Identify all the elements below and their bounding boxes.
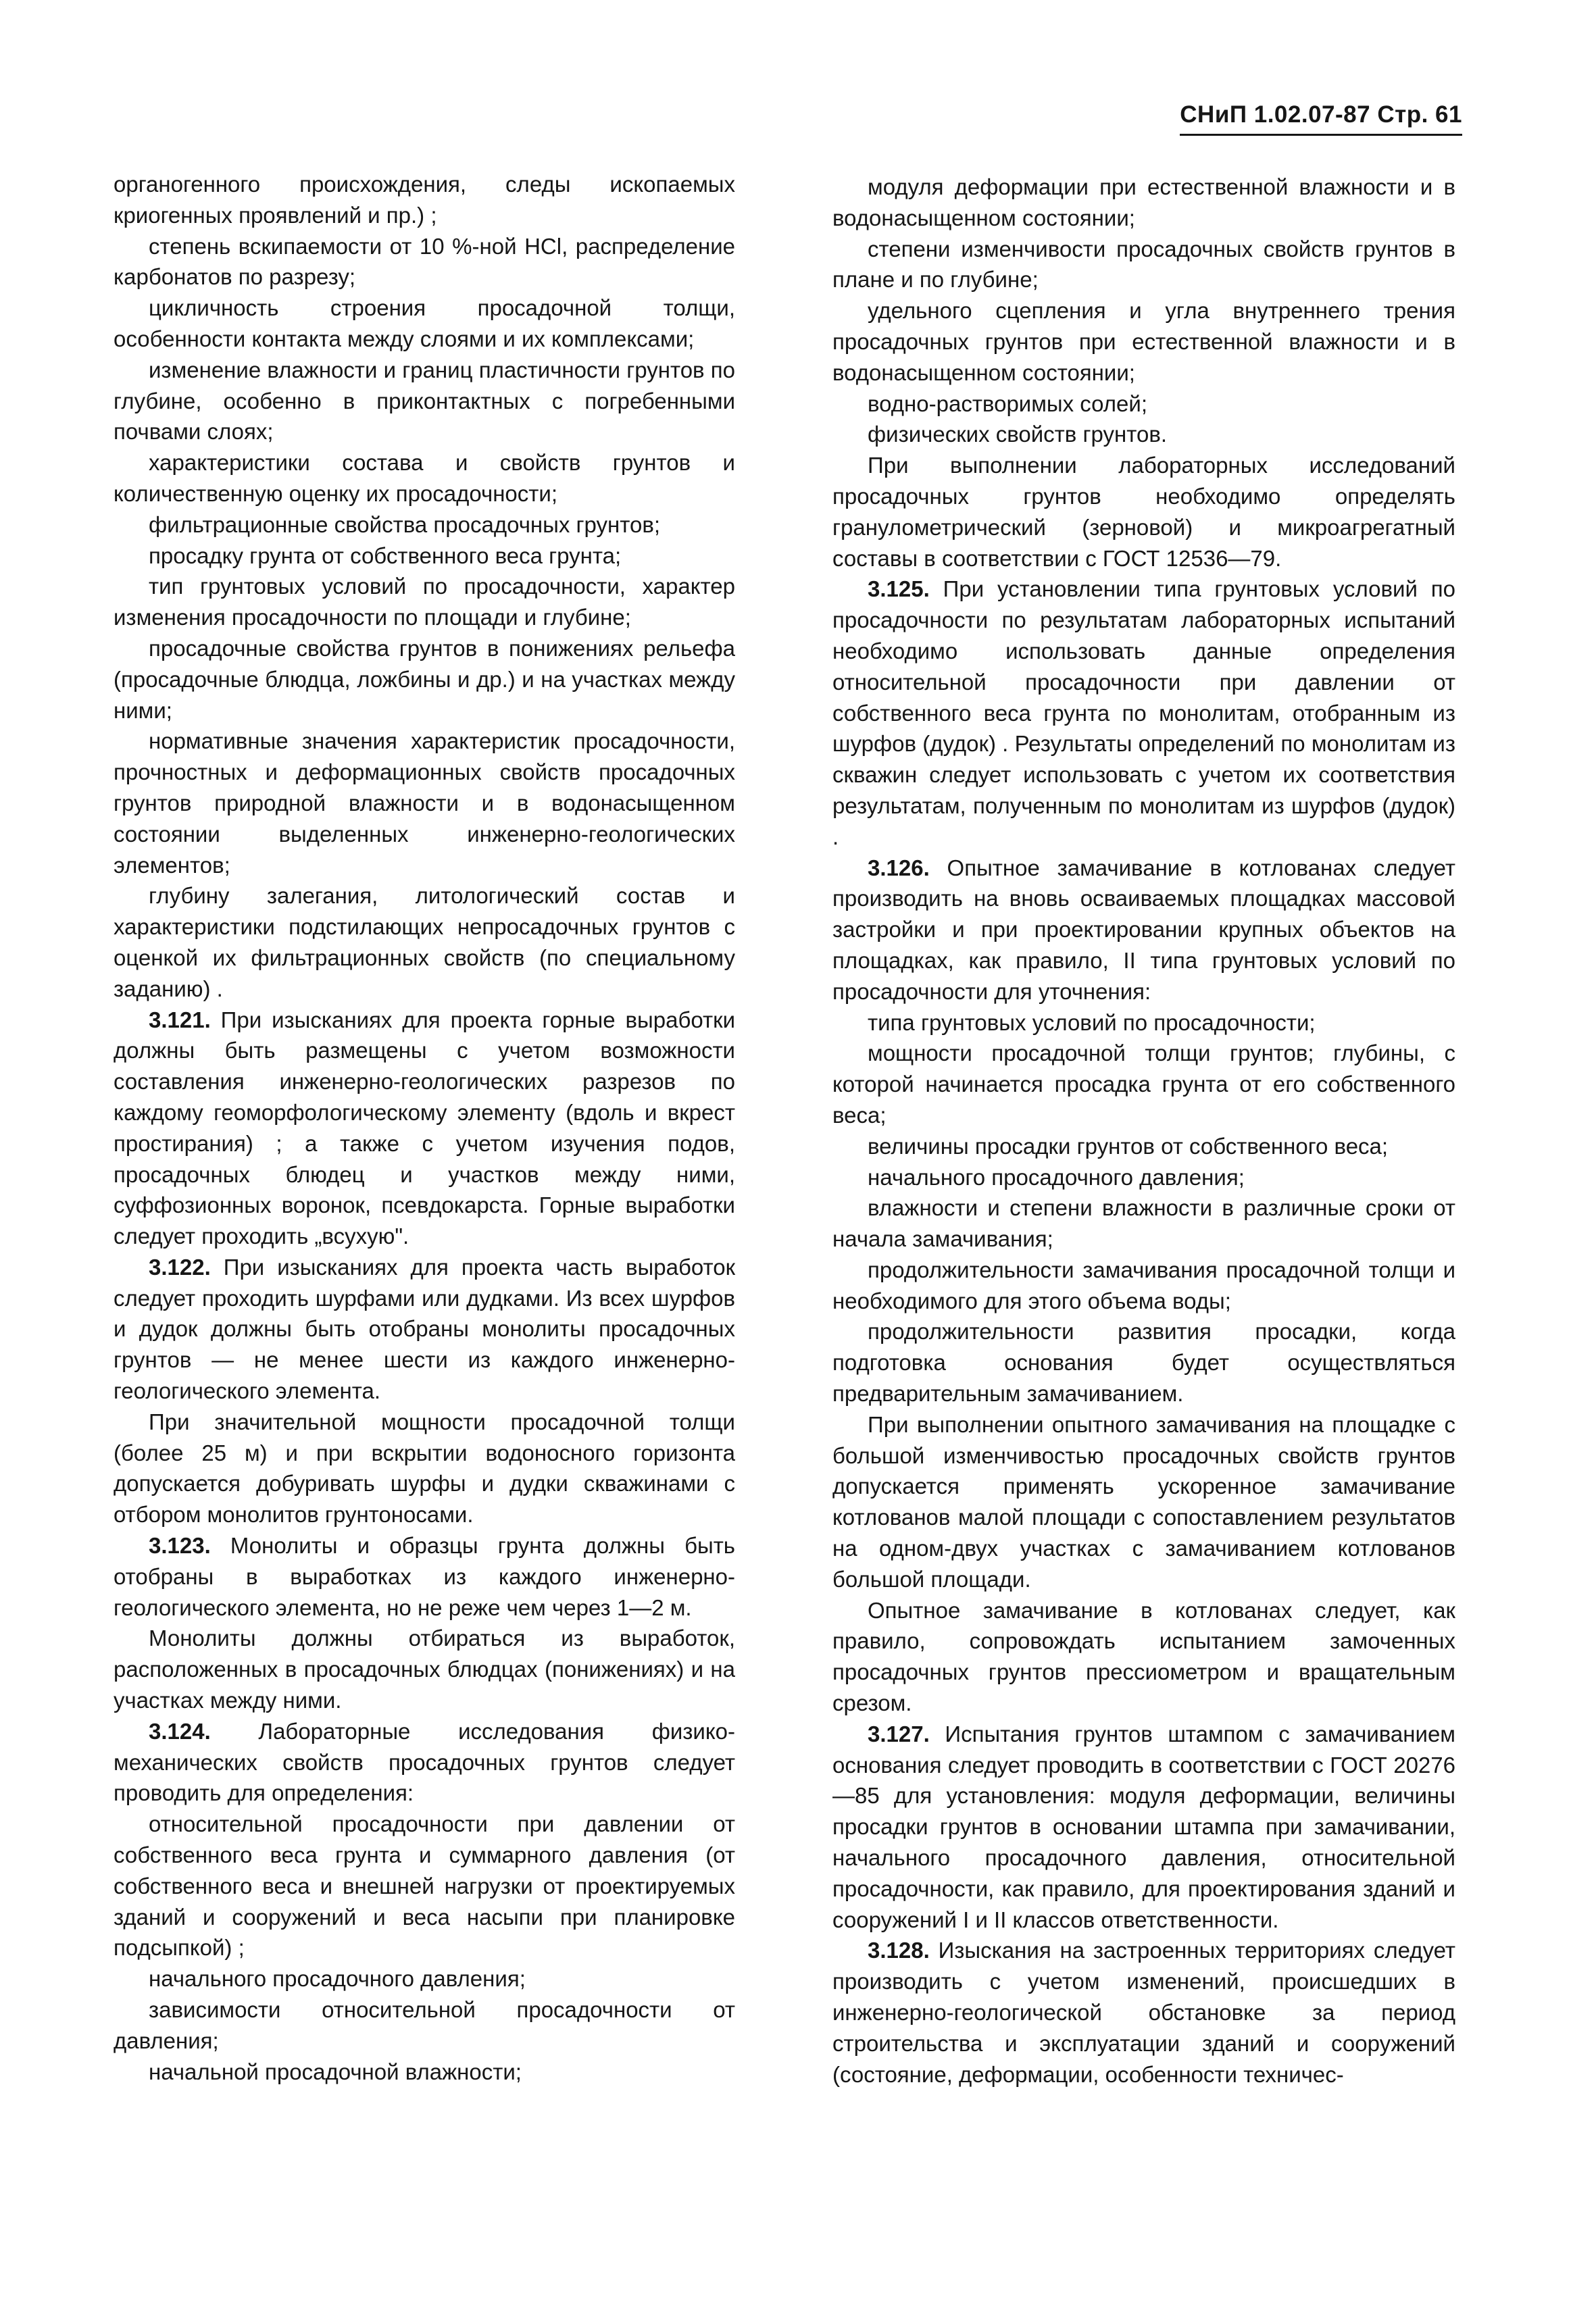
paragraph <box>832 450 1455 574</box>
paragraph <box>114 293 735 355</box>
clause-number: 3.128. <box>868 1938 930 1963</box>
paragraph-text: влажности и степени влажности в различные сроки от начала замачивания; <box>832 1195 1455 1252</box>
paragraph-text: начального просадочного давления; <box>868 1164 1245 1190</box>
paragraph-text: При выполнении лабораторных исследований просадочных грунтов необходимо определять гранулометрический (зерновой) и микроагрегатный составы в соответствии с ГОСТ 12536—79. <box>832 453 1455 571</box>
paragraph <box>832 1255 1455 1317</box>
paragraph-text: При изысканиях для проекта горные выработки должны быть размещены с учетом возможности составления инженерно-геологических разрезов по каждому геоморфологическому элементу (вдоль и вкрест простирания) ; а также с учетом изучения подов, просадочных блюдец и участков между ними, суффозионных воронок, псевдокарста. Горные выработки следует проходить „всухую". <box>114 1007 735 1249</box>
paragraph <box>114 726 735 880</box>
paragraph-text: тип грунтовых условий по просадочности, характер изменения просадочности по площади и глубине; <box>114 574 735 630</box>
paragraph-text: Монолиты должны отбираться из выработок, расположенных в просадочных блюдцах (понижениях) и на участках между ними. <box>114 1626 735 1713</box>
paragraph <box>114 540 735 572</box>
paragraph <box>832 1409 1455 1595</box>
paragraph <box>114 880 735 1004</box>
paragraph <box>832 1595 1455 1719</box>
paragraph <box>832 1162 1455 1193</box>
clause-number: 3.126. <box>868 855 930 880</box>
paragraph-text: зависимости относительной просадочности от давления; <box>114 1997 735 2053</box>
paragraph-text: типа грунтовых условий по просадочности; <box>868 1009 1316 1035</box>
paragraph <box>114 355 735 447</box>
paragraph-text: модуля деформации при естественной влажности и в водонасыщенном состоянии; <box>832 174 1455 230</box>
paragraph-text: глубину залегания, литологический состав и характеристики подстилающих непросадочных грунтов с оценкой их фильтрационных свойств (по специальному заданию) . <box>114 883 735 1001</box>
paragraph-text: относительной просадочности при давлении от собственного веса грунта и суммарного давления (от собственного веса и внешней нагрузки от проектируемых зданий и сооружений и веса насыпи при планировке подсыпкой) ; <box>114 1811 735 1961</box>
paragraph <box>832 172 1455 234</box>
paragraph-text: При установлении типа грунтовых условий по просадочности по результатам лабораторных испытаний необходимо использовать данные определения относительной просадочности при давлении от собственного веса грунта по монолитам, отобранным из шурфов (дудок) . Результаты определений по монолитам из скважин следует использовать с учетом их соответствия результатам, полученным по монолитам из шурфов (дудок) . <box>832 576 1456 849</box>
paragraph <box>114 1963 735 1994</box>
clause-number: 3.125. <box>868 576 930 602</box>
clause-paragraph <box>832 853 1455 1007</box>
paragraph-text: Опытное замачивание в котлованах следует производить на вновь осваиваемых площадках массовой застройки и при проектировании крупных объектов на площадках, как правило, II типа грунтовых условий по просадочности для уточнения: <box>832 855 1456 1004</box>
paragraph-text: начальной просадочной влажности; <box>149 2059 522 2084</box>
paragraph-text: степень вскипаемости от 10 %-ной HCl, распределение карбонатов по разрезу; <box>114 233 735 290</box>
paragraph-text: продолжительности замачивания просадочной толщи и необходимого для этого объема воды; <box>832 1257 1455 1313</box>
clause-paragraph <box>114 1716 735 1809</box>
paragraph <box>114 571 735 633</box>
paragraph-text: характеристики состава и свойств грунтов и количественную оценку их просадочности; <box>114 450 735 506</box>
paragraph-text: удельного сцепления и угла внутреннего трения просадочных грунтов при естественной влажности и в водонасыщенном состоянии; <box>832 298 1455 385</box>
paragraph-text: фильтрационные свойства просадочных грунтов; <box>149 511 661 537</box>
paragraph <box>114 447 735 509</box>
paragraph-text: Испытания грунтов штампом с замачиванием основания следует проводить в соответствии с ГОСТ 20276—85 для установления: модуля деформации, величины просадки грунтов в основании штампа при замачивании, начального просадочного давления, относительной просадочности, как правило, для проектирования зданий и сооружений I и II классов ответственности. <box>832 1721 1455 1932</box>
paragraph <box>832 1038 1455 1130</box>
paragraph <box>114 231 735 293</box>
paragraph-text: продолжительности развития просадки, когда подготовка основания будет осуществляться предварительным замачиванием. <box>832 1319 1455 1407</box>
right-column <box>832 172 1455 2090</box>
page-header: СНиП 1.02.07-87 Стр. 61 <box>1180 100 1462 136</box>
paragraph-text: Изыскания на застроенных территориях следует производить с учетом изменений, происшедших в инженерно-геологической обстановке за период строительства и эксплуатации зданий и сооружений (состояние, деформации, особенности техничес- <box>832 1938 1455 2087</box>
paragraph-text: просадку грунта от собственного веса грунта; <box>149 543 622 568</box>
paragraph-text: степени изменчивости просадочных свойств грунтов в плане и по глубине; <box>832 236 1455 293</box>
paragraph-text: изменение влажности и границ пластичности грунтов по глубине, особенно в приконтактных с погребенными почвами слоях; <box>114 357 735 445</box>
clause-number: 3.127. <box>868 1721 930 1746</box>
clause-number: 3.123. <box>149 1533 211 1559</box>
paragraph <box>832 1192 1455 1255</box>
left-column <box>114 169 735 2087</box>
paragraph-text: физических свойств грунтов. <box>868 422 1168 447</box>
paragraph <box>114 1407 735 1530</box>
paragraph <box>832 419 1455 450</box>
paragraph <box>114 169 735 231</box>
paragraph-text: начального просадочного давления; <box>149 1966 526 1992</box>
paragraph-text: При значительной мощности просадочной толщи (более 25 м) и при вскрытии водоносного горизонта допускается добуривать шурфы и дудки скважинами с отбором монолитов грунтоносами. <box>114 1409 735 1528</box>
paragraph <box>832 388 1455 420</box>
clause-number: 3.122. <box>149 1254 211 1280</box>
paragraph-text: Лабораторные исследования физико-механических свойств просадочных грунтов следует проводить для определения: <box>114 1718 736 1806</box>
paragraph-text: цикличность строения просадочной толщи, особенности контакта между слоями и их комплексами; <box>114 295 735 351</box>
clause-number: 3.124. <box>149 1718 211 1744</box>
paragraph-text: нормативные значения характеристик просадочности, прочностных и деформационных свойств просадочных грунтов природной влажности и в водонасыщенном состоянии выделенных инженерно-геологических элементов; <box>114 728 735 878</box>
clause-paragraph <box>832 574 1455 852</box>
paragraph-text: мощности просадочной толщи грунтов; глубины, с которой начинается просадка грунта от его собственного веса; <box>832 1040 1455 1128</box>
paragraph <box>114 1994 735 2057</box>
paragraph-text: просадочные свойства грунтов в понижениях рельефа (просадочные блюдца, ложбины и др.) и на участках между ними; <box>114 635 735 723</box>
paragraph <box>832 295 1455 388</box>
paragraph-text: величины просадки грунтов от собственного веса; <box>868 1133 1389 1159</box>
paragraph-text: При изысканиях для проекта часть выработок следует проходить шурфами или дудками. Из всех шурфов и дудок должны быть отобраны монолиты просадочных грунтов — не менее шести из каждого инженерно-геологического элемента. <box>114 1254 736 1404</box>
clause-paragraph <box>114 1252 735 1407</box>
paragraph <box>114 1623 735 1715</box>
paragraph-text: органогенного происхождения, следы ископаемых криогенных проявлений и пр.) ; <box>114 172 735 228</box>
clause-paragraph <box>114 1005 735 1252</box>
clause-paragraph <box>832 1719 1455 1936</box>
paragraph <box>114 509 735 540</box>
paragraph <box>832 234 1455 296</box>
paragraph <box>832 1007 1455 1038</box>
paragraph <box>832 1316 1455 1409</box>
clause-paragraph <box>114 1530 735 1623</box>
paragraph-text: водно-растворимых солей; <box>868 391 1148 416</box>
paragraph-text: При выполнении опытного замачивания на площадке с большой изменчивостью просадочных свойств грунтов допускается применять ускоренное замачивание котлованов малой площади с сопоставлением результатов на одном-двух участках с замачиванием котлованов большой площади. <box>832 1411 1455 1592</box>
paragraph <box>832 1131 1455 1162</box>
paragraph <box>114 633 735 726</box>
paragraph-text: Опытное замачивание в котлованах следует, как правило, сопровождать испытанием замоченных просадочных грунтов прессиометром и вращательным срезом. <box>832 1597 1455 1716</box>
paragraph <box>114 1809 735 1963</box>
paragraph <box>114 2057 735 2088</box>
paragraph-text: Монолиты и образцы грунта должны быть отобраны в выработках из каждого инженерно-геологического элемента, но не реже чем через 1—2 м. <box>114 1533 735 1620</box>
clause-paragraph <box>832 1935 1455 2090</box>
clause-number: 3.121. <box>149 1007 211 1032</box>
